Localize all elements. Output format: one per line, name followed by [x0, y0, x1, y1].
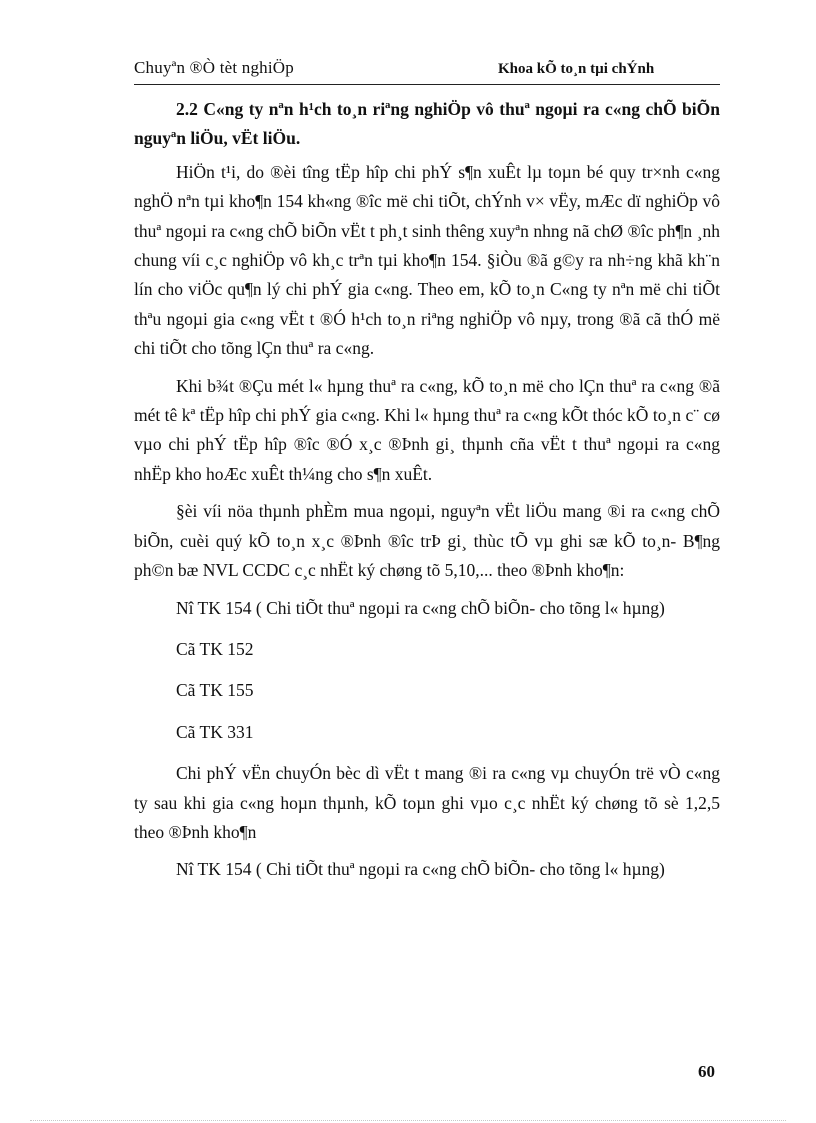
paragraph: HiÖn t¹i, do ®èi tîng tËp hîp chi phÝ s¶n xuÊt lµ toµn bé quy tr×nh c«ng nghÖ nªn tµi kho¶n 154 kh«ng ®îc më chi tiÕt, chÝnh v× vËy, mÆc dï nghiÖp vô thuª ngoµi ra c«ng chÕ biÕn vËt t ph¸t sinh thêng xuyªn nhng nã chØ ®îc ph¶n ¸nh chung víi c¸c nghiÖp vô kh¸c trªn tµi kho¶n 154. §iÒu ®ã g©y ra nh÷ng khã kh¨n lín cho viÖc qu¶n lý chi phÝ gia c«ng. Theo em, kÕ to¸n C«ng ty nªn më chi tiÕt thªu ngoµi gia c«ng vËt t ®Ó h¹ch to¸n riªng nghiÖp vô nµy, trong ®ã cã thÓ më chi tiÕt cho tõng lÇn thuª ra c«ng.: [134, 161, 720, 359]
accounting-entry-debit: Nî TK 154 ( Chi tiÕt thuª ngoµi ra c«ng chÕ biÕn- cho tõng l« hµng): [176, 859, 665, 880]
page-bottom-border: [30, 1120, 786, 1121]
accounting-entry-debit: Nî TK 154 ( Chi tiÕt thuª ngoµi ra c«ng chÕ biÕn- cho tõng l« hµng): [176, 597, 665, 618]
paragraph: §èi víi nöa thµnh phÈm mua ngoµi, nguyªn vËt liÖu mang ®i ra c«ng chÕ biÕn, cuèi quý kÕ to¸n x¸c ®Þnh ®îc trÞ gi¸ thùc tÕ vµ ghi sæ kÕ to¸n- B¶ng ph©n bæ NVL CCDC c¸c nhËt ký chøng tõ 5,10,... theo ®Þnh kho¶n:: [134, 501, 720, 581]
page-number: 60: [698, 1062, 715, 1081]
header-divider: [134, 84, 720, 85]
accounting-entry-credit: Cã TK 152: [176, 638, 254, 659]
header-thesis-title: Chuyªn ®Ò tèt nghiÖp: [134, 58, 294, 77]
accounting-entry-credit: Cã TK 155: [176, 680, 254, 701]
accounting-entry-credit: Cã TK 331: [176, 721, 254, 742]
page-body: [134, 95, 720, 897]
paragraph: Khi b¾t ®Çu mét l« hµng thuª ra c«ng, kÕ to¸n më cho lÇn thuª ra c«ng ®ã mét tê kª tËp hîp chi phÝ gia c«ng. Khi l« hµng thuª ra c«ng kÕt thóc kÕ to¸n c¨ cø vµo chi phÝ tËp hîp ®îc ®Ó x¸c ®Þnh gi¸ thµnh cña vËt t thuª ngoµi ra c«ng nhËp kho hoÆc xuÊt th¼ng cho s¶n xuÊt.: [134, 375, 720, 484]
header-faculty-name: Khoa kÕ to¸n tµi chÝnh: [498, 61, 655, 77]
section-heading: 2.2 C«ng ty nªn h¹ch to¸n riªng nghiÖp vô thuª ngoµi ra c«ng chÕ biÕn nguyªn liÖu, vËt liÖu.: [134, 99, 720, 149]
page-header: [134, 58, 720, 82]
paragraph: Chi phÝ vËn chuyÓn bèc dì vËt t mang ®i ra c«ng vµ chuyÓn trë vÒ c«ng ty sau khi gia c«ng hoµn thµnh, kÕ toµn ghi vµo c¸c nhËt ký chøng tõ sè 1,2,5 theo ®Þnh kho¶n: [134, 763, 720, 842]
